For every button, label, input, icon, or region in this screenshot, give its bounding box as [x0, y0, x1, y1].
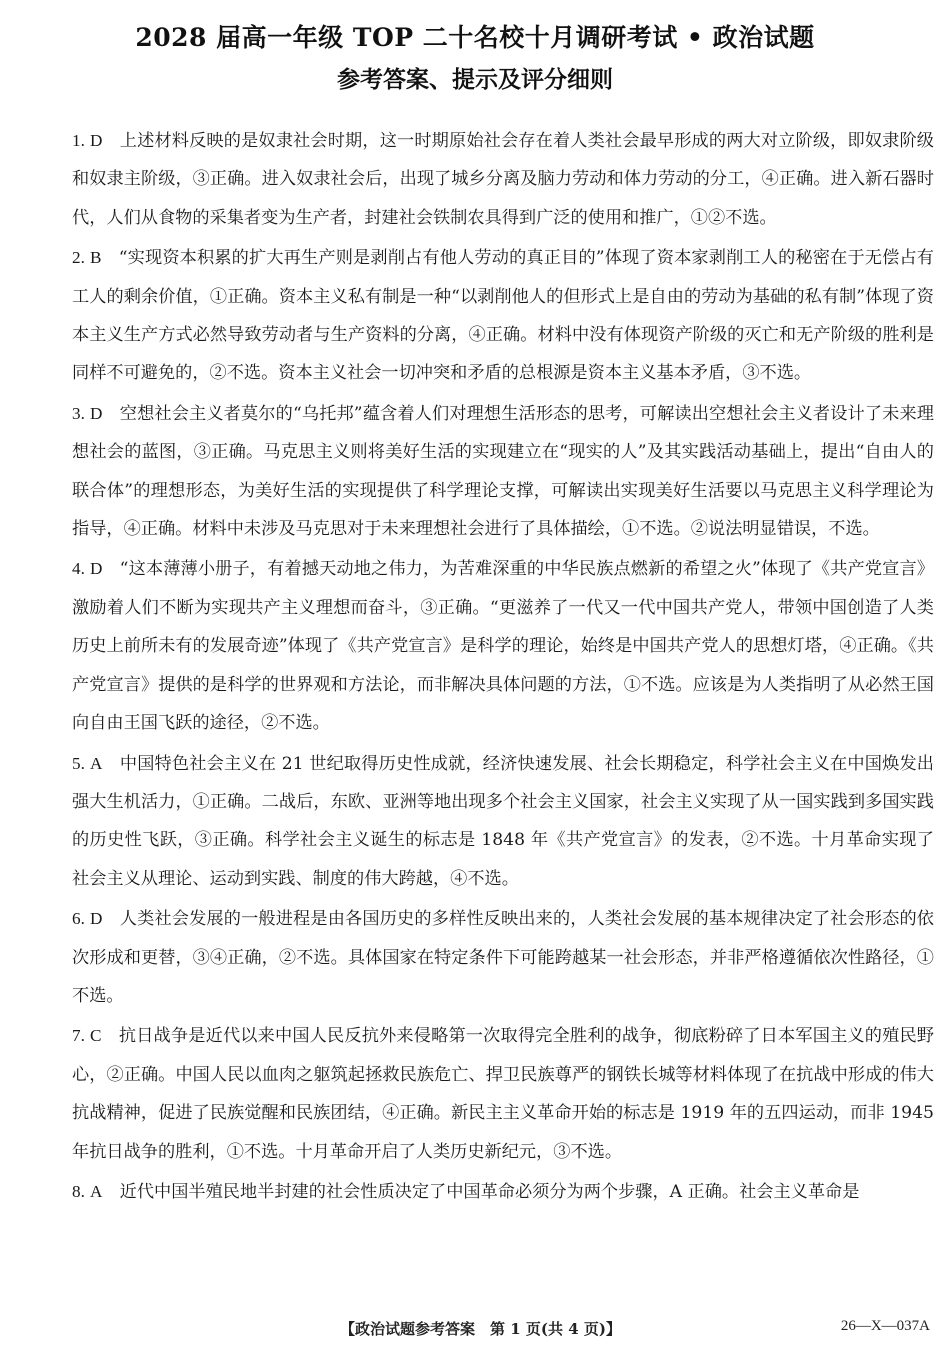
question-number: 1.	[72, 131, 85, 150]
question-number: 2.	[72, 248, 85, 268]
page-subtitle: 参考答案、提示及评分细则	[337, 66, 613, 93]
answer-explanation: 上述材料反映的是奴隶社会时期，这一时期原始社会存在着人类社会最早形成的两大对立阶级，即奴隶阶级和奴隶主阶级，③正确。进入奴隶社会后，出现了城乡分离及脑力劳动和体力劳动的分工，④正确。进入新石器时代，人们从食物的采集者变为生产者，封建社会铁制农具得到广泛的使用和推广，①②不选。	[72, 131, 934, 228]
answer-letter: D	[90, 131, 103, 150]
answer-explanation: 抗日战争是近代以来中国人民反抗外来侵略第一次取得完全胜利的战争，彻底粉碎了日本军国主义的殖民野心，②正确。中国人民以血肉之躯筑起拯救民族危亡、捍卫民族尊严的钢铁长城等材料体现了在抗战中形成的伟大抗战精神，促进了民族觉醒和民族团结，④正确。新民主主义革命开始的标志是 1919 年的五四运动，而非 1945 年抗日战争的胜利，①不选。十月革命开启了人类历史新纪元，③不选。	[72, 1026, 934, 1162]
question-number: 8.	[72, 1181, 85, 1201]
answer-item-8	[72, 1173, 934, 1211]
answer-explanation: 中国特色社会主义在 21 世纪取得历史性成就，经济快速发展、社会长期稳定，科学社会主义在中国焕发出强大生机活力，①正确。二战后，东欧、亚洲等地出现多个社会主义国家，社会主义实现了从一国实践到多国实践的历史性飞跃，③正确。科学社会主义诞生的标志是 1848 年《共产党宣言》的发表，②不选。十月革命实现了社会主义从理论、运动到实践、制度的伟大跨越，④不选。	[72, 753, 934, 889]
answer-letter: B	[90, 248, 102, 268]
question-number: 5.	[72, 753, 85, 773]
answer-item-4	[72, 550, 934, 742]
answer-explanation: “实现资本积累的扩大再生产则是剥削占有他人劳动的真正目的”体现了资本家剥削工人的秘密在于无偿占有工人的剩余价值，①正确。资本主义私有制是一种“以剥削他人的但形式上是自由的劳动为基础的私有制”体现了资本主义生产方式必然导致劳动者与生产资料的分离，④正确。材料中没有体现资产阶级的灭亡和无产阶级的胜利是同样不可避免的，②不选。资本主义社会一切冲突和矛盾的总根源是资本主义基本矛盾，③不选。	[72, 248, 934, 384]
footer-page-info: 【政治试题参考答案 第 1 页(共 4 页)】	[340, 1320, 621, 1338]
answer-explanation: 近代中国半殖民地半封建的社会性质决定了中国革命必须分为两个步骤，A 正确。社会主义革命是	[119, 1181, 860, 1202]
answer-explanation: “这本薄薄小册子，有着撼天动地之伟力，为苦难深重的中华民族点燃新的希望之火”体现了《共产党宣言》激励着人们不断为实现共产主义理想而奋斗，③正确。“更滋养了一代又一代中国共产党人，带领中国创造了人类历史上前所未有的发展奇迹”体现了《共产党宣言》是科学的理论，始终是中国共产党人的思想灯塔，④正确。《共产党宣言》提供的是科学的世界观和方法论，而非解决具体问题的方法，①不选。应该是为人类指明了从必然王国向自由王国飞跃的途径，②不选。	[72, 559, 934, 734]
answer-item-2	[72, 239, 934, 393]
answer-letter: D	[90, 559, 103, 579]
question-number: 6.	[72, 909, 85, 929]
answer-item-3	[72, 395, 934, 549]
page-footer	[0, 1318, 950, 1342]
question-number: 3.	[72, 403, 85, 423]
footer-doc-code: 26—X—037A	[840, 1318, 930, 1334]
answer-letter: A	[90, 753, 103, 773]
answer-explanation: 人类社会发展的一般进程是由各国历史的多样性反映出来的，人类社会发展的基本规律决定了社会形态的依次形成和更替，③④正确，②不选。具体国家在特定条件下可能跨越某一社会形态，并非严格遵循依次性路径，①不选。	[72, 909, 934, 1006]
answer-letter: A	[90, 1181, 103, 1201]
question-number: 7.	[72, 1026, 85, 1046]
page-title: 2028 届高一年级 TOP 二十名校十月调研考试 • 政治试题	[135, 23, 815, 52]
answer-item-6	[72, 900, 934, 1015]
answer-letter: D	[90, 909, 103, 929]
answer-explanation: 空想社会主义者莫尔的“乌托邦”蕴含着人们对理想生活形态的思考，可解读出空想社会主义者设计了未来理想社会的蓝图，③正确。马克思主义则将美好生活的实现建立在“现实的人”及其实践活动基础上，提出“自由人的联合体”的理想形态，为美好生活的实现提供了科学理论支撑，可解读出实现美好生活要以马克思主义科学理论为指导，④正确。材料中未涉及马克思对于未来理想社会进行了具体描绘，①不选。②说法明显错误，不选。	[72, 403, 934, 540]
answer-letter: C	[90, 1026, 102, 1046]
answer-item-1	[72, 122, 934, 237]
answer-item-7	[72, 1017, 934, 1171]
answer-letter: D	[90, 403, 103, 423]
answer-item-5	[72, 745, 934, 899]
question-number: 4.	[72, 559, 85, 579]
answer-list	[72, 122, 934, 1213]
